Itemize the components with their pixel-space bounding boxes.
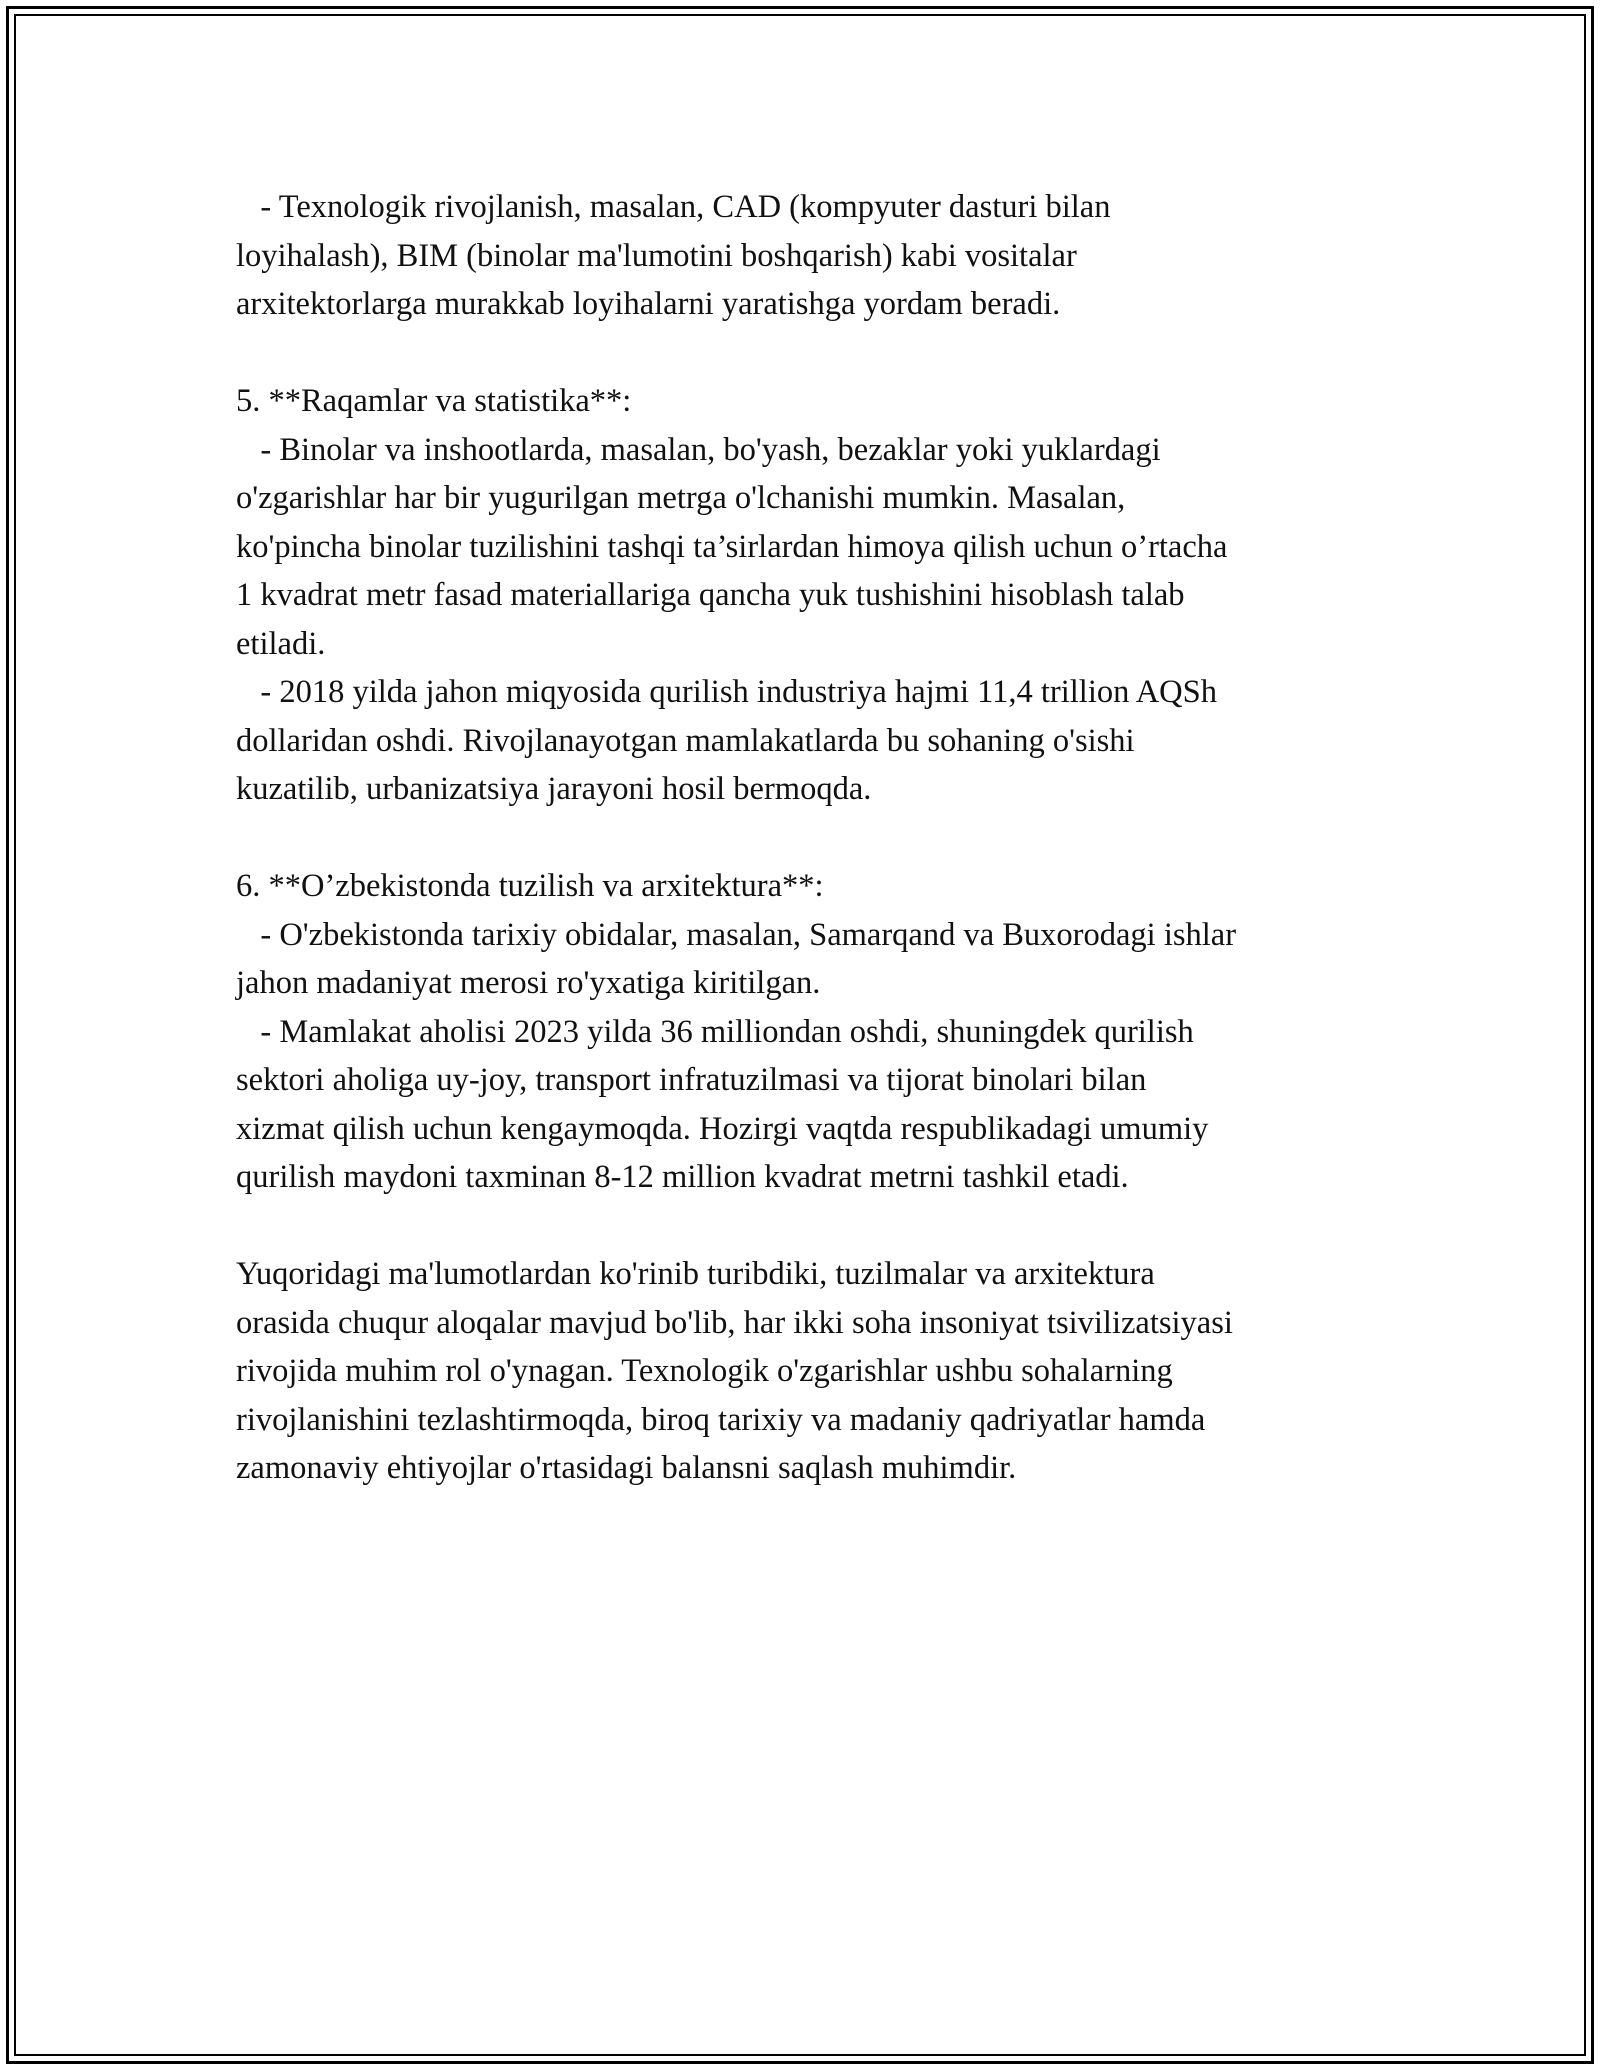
text-line: xizmat qilish uchun kengaymoqda. Hozirgi vaqtda respublikadagi umumiy <box>236 1110 1209 1147</box>
text-line: rivojlanishini tezlashtirmoqda, biroq tarixiy va madaniy qadriyatlar hamda <box>236 1401 1206 1438</box>
paragraph-uzbekistan <box>236 862 1396 1202</box>
text-line: - Texnologik rivojlanish, masalan, CAD (kompyuter dasturi bilan <box>236 189 1111 225</box>
text-line: - Binolar va inshootlarda, masalan, bo'yash, bezaklar yoki yuklardagi <box>236 431 1161 468</box>
text-line: zamonaviy ehtiyojlar o'rtasidagi balansni saqlash muhimdir. <box>236 1450 1017 1486</box>
paragraph-spacer <box>236 329 1396 378</box>
document-body <box>236 183 1396 1493</box>
paragraph-conclusion <box>236 1250 1396 1493</box>
text-line: orasida chuqur aloqalar mavjud bo'lib, har ikki soha insoniyat tsivilizatsiyasi <box>236 1304 1233 1341</box>
text-line: dollaridan oshdi. Rivojlanayotgan mamlakatlarda bu sohaning o'sishi <box>236 722 1135 759</box>
text-line: o'zgarishlar har bir yugurilgan metrga o'lchanishi mumkin. Masalan, <box>236 480 1126 516</box>
section-heading: 6. **O’zbekistonda tuzilish va arxitektura**: <box>236 868 824 904</box>
text-line: sektori aholiga uy-joy, transport infratuzilmasi va tijorat binolari bilan <box>236 1062 1147 1098</box>
text-line: arxitektorlarga murakkab loyihalarni yaratishga yordam beradi. <box>236 286 1061 322</box>
text-line: kuzatilib, urbanizatsiya jarayoni hosil bermoqda. <box>236 771 872 807</box>
text-line: loyihalash), BIM (binolar ma'lumotini boshqarish) kabi vositalar <box>236 237 1077 274</box>
text-line: etiladi. <box>236 625 326 662</box>
paragraph-spacer <box>236 814 1396 863</box>
paragraph-technology <box>236 183 1396 329</box>
text-line: Yuqoridagi ma'lumotlardan ko'rinib turibdiki, tuzilmalar va arxitektura <box>236 1256 1155 1292</box>
text-line: ko'pincha binolar tuzilishini tashqi ta’sirlardan himoya qilish uchun o’rtacha <box>236 528 1228 565</box>
text-line: rivojida muhim rol o'ynagan. Texnologik o'zgarishlar ushbu sohalarning <box>236 1353 1173 1389</box>
section-heading: 5. **Raqamlar va statistika**: <box>236 383 632 419</box>
text-line: jahon madaniyat merosi ro'yxatiga kiritilgan. <box>236 965 821 1001</box>
text-line: qurilish maydoni taxminan 8-12 million kvadrat metrni tashkil etadi. <box>236 1159 1129 1195</box>
paragraph-spacer <box>236 1202 1396 1251</box>
text-line: - O'zbekistonda tarixiy obidalar, masalan, Samarqand va Buxorodagi ishlar <box>236 916 1237 953</box>
text-line: - 2018 yilda jahon miqyosida qurilish industriya hajmi 11,4 trillion AQSh <box>236 674 1217 710</box>
text-line: 1 kvadrat metr fasad materiallariga qancha yuk tushishini hisoblash talab <box>236 577 1185 613</box>
text-line: - Mamlakat aholisi 2023 yilda 36 milliondan oshdi, shuningdek qurilish <box>236 1013 1194 1050</box>
paragraph-statistics <box>236 377 1396 814</box>
